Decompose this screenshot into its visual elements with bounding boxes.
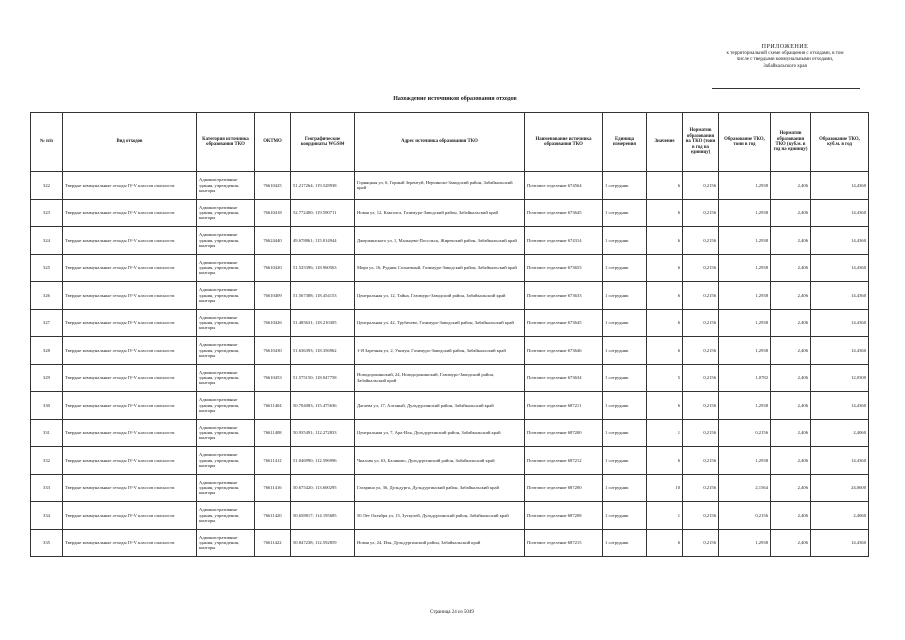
waste-m3: 14,4360: [811, 282, 869, 310]
waste-m3: 2,4060: [811, 419, 869, 447]
table-row: [31, 392, 869, 420]
table-row: [31, 172, 869, 200]
row-number: 324: [31, 227, 63, 255]
norm-m3: 2,406: [771, 447, 811, 475]
source-category: Административные здания, учреждения, конторы: [197, 529, 255, 557]
row-number: 331: [31, 419, 63, 447]
unit: 1 сотрудник: [603, 282, 647, 310]
norm-tons: 0,2156: [683, 309, 719, 337]
value: 6: [647, 254, 683, 282]
waste-m3: 12,0300: [811, 364, 869, 392]
waste-tons: 1,2938: [719, 172, 771, 200]
source-category: Административные здания, учреждения, конторы: [197, 364, 255, 392]
column-header: ОКТМО: [255, 113, 291, 172]
column-header: № п/п: [31, 113, 63, 172]
coordinates: 52.772400; 119.590711: [291, 199, 355, 227]
norm-tons: 0,2156: [683, 172, 719, 200]
unit: 1 сотрудник: [603, 502, 647, 530]
value: 6: [647, 529, 683, 557]
row-number: 335: [31, 529, 63, 557]
waste-m3: 2,4060: [811, 502, 869, 530]
norm-tons: 0,2156: [683, 364, 719, 392]
norm-tons: 0,2156: [683, 419, 719, 447]
source-category: Административные здания, учреждения, конторы: [197, 337, 255, 365]
value: 6: [647, 392, 683, 420]
appendix-header: [700, 44, 870, 70]
coordinates: 51.575150; 118.047758: [291, 364, 355, 392]
table-row: [31, 309, 869, 337]
source-address: Центральная ул, 12, Тайна, Газимуро-Заводский район, Забайкальский край: [355, 282, 525, 310]
source-category: Административные здания, учреждения, конторы: [197, 309, 255, 337]
coordinates: 51.636393; 118.356962: [291, 337, 355, 365]
waste-tons: 0,2156: [719, 419, 771, 447]
oktmo-code: 76610418: [255, 199, 291, 227]
value: 6: [647, 227, 683, 255]
row-number: 334: [31, 502, 63, 530]
norm-m3: 2,406: [771, 309, 811, 337]
norm-tons: 0,2156: [683, 227, 719, 255]
column-header: Значение: [647, 113, 683, 172]
unit: 1 сотрудник: [603, 474, 647, 502]
source-name: Почтовое отделение 673645: [525, 199, 603, 227]
value: 6: [647, 447, 683, 475]
value: 6: [647, 337, 683, 365]
source-name: Почтовое отделение 674314: [525, 227, 603, 255]
value: 6: [647, 199, 683, 227]
source-name: Почтовое отделение 687200: [525, 419, 603, 447]
source-category: Административные здания, учреждения, конторы: [197, 227, 255, 255]
waste-m3: 14,4360: [811, 337, 869, 365]
source-address: Чкалова ул, 63, Баляково, Дульдургинский район, Забайкальский край: [355, 447, 525, 475]
table-row: [31, 419, 869, 447]
column-header: Наименование источника образования ТКО: [525, 113, 603, 172]
waste-type: Твердые коммунальные отходы IV-V классов опасности: [63, 282, 197, 310]
source-address: 1-Я Заречная ул, 2, Ушмун, Газимуро-Заводский район, Забайкальский край: [355, 337, 525, 365]
unit: 1 сотрудник: [603, 172, 647, 200]
row-number: 327: [31, 309, 63, 337]
source-name: Почтовое отделение 673633: [525, 282, 603, 310]
row-number: 322: [31, 172, 63, 200]
row-number: 325: [31, 254, 63, 282]
coordinates: 51.217264; 119.528938: [291, 172, 355, 200]
column-header: Географические координаты WGS84: [291, 113, 355, 172]
table-header-row: [31, 113, 869, 172]
waste-tons: 1,2938: [719, 309, 771, 337]
value: 10: [647, 474, 683, 502]
norm-m3: 2,406: [771, 199, 811, 227]
waste-type: Твердые коммунальные отходы IV-V классов опасности: [63, 199, 197, 227]
source-category: Административные здания, учреждения, конторы: [197, 474, 255, 502]
waste-tons: 0,2156: [719, 502, 771, 530]
waste-type: Твердые коммунальные отходы IV-V классов опасности: [63, 309, 197, 337]
coordinates: 50.847238; 112.592859: [291, 529, 355, 557]
row-number: 329: [31, 364, 63, 392]
unit: 1 сотрудник: [603, 227, 647, 255]
unit: 1 сотрудник: [603, 364, 647, 392]
norm-tons: 0,2156: [683, 337, 719, 365]
source-name: Почтовое отделение 673655: [525, 254, 603, 282]
waste-m3: 14,4360: [811, 227, 869, 255]
norm-tons: 0,2156: [683, 254, 719, 282]
waste-tons: 1,2938: [719, 529, 771, 557]
column-header: Единица измерения: [603, 113, 647, 172]
unit: 1 сотрудник: [603, 447, 647, 475]
waste-m3: 14,4360: [811, 254, 869, 282]
source-address: Центральная ул, 7, Ара-Иля, Дульдургинский район, Забайкальский край: [355, 419, 525, 447]
oktmo-code: 76624440: [255, 227, 291, 255]
unit: 1 сотрудник: [603, 529, 647, 557]
document-title: Нахождение источников образования отходов: [393, 96, 517, 102]
unit: 1 сотрудник: [603, 392, 647, 420]
appendix-line-3: Забайкальского края: [763, 63, 807, 69]
source-name: Почтовое отделение 687212: [525, 447, 603, 475]
coordinates: 51.525396; 118.960563: [291, 254, 355, 282]
column-header: Категория источника образования ТКО: [197, 113, 255, 172]
norm-m3: 2,406: [771, 172, 811, 200]
waste-tons: 2,1564: [719, 474, 771, 502]
waste-type: Твердые коммунальные отходы IV-V классов опасности: [63, 337, 197, 365]
table-row: [31, 502, 869, 530]
row-number: 328: [31, 337, 63, 365]
waste-type: Твердые коммунальные отходы IV-V классов опасности: [63, 364, 197, 392]
value: 1: [647, 419, 683, 447]
coordinates: 50.704083; 115.475636: [291, 392, 355, 420]
oktmo-code: 76611404: [255, 392, 291, 420]
source-name: Почтовое отделение 673634: [525, 364, 603, 392]
oktmo-code: 76610409: [255, 282, 291, 310]
value: 6: [647, 309, 683, 337]
norm-tons: 0,2156: [683, 392, 719, 420]
norm-m3: 2,406: [771, 227, 811, 255]
waste-type: Твердые коммунальные отходы IV-V классов опасности: [63, 502, 197, 530]
waste-type: Твердые коммунальные отходы IV-V классов опасности: [63, 392, 197, 420]
source-address: Центральная ул, 42, Трубачево, Газимуро-Заводский район, Забайкальский край: [355, 309, 525, 337]
waste-type: Твердые коммунальные отходы IV-V классов опасности: [63, 227, 197, 255]
oktmo-code: 76611408: [255, 419, 291, 447]
table-row: [31, 364, 869, 392]
waste-m3: 14,4360: [811, 199, 869, 227]
row-number: 332: [31, 447, 63, 475]
waste-m3: 14,4360: [811, 447, 869, 475]
oktmo-code: 76611420: [255, 502, 291, 530]
value: 5: [647, 364, 683, 392]
source-category: Административные здания, учреждения, конторы: [197, 172, 255, 200]
source-name: Почтовое отделение 687200: [525, 474, 603, 502]
column-header: Образование ТКО, тонн в год: [719, 113, 771, 172]
row-number: 326: [31, 282, 63, 310]
appendix-title: ПРИЛОЖЕНИЕ: [761, 44, 809, 50]
column-header: Адрес источника образования ТКО: [355, 113, 525, 172]
waste-tons: 1,2938: [719, 447, 771, 475]
norm-m3: 2,406: [771, 337, 811, 365]
row-number: 330: [31, 392, 63, 420]
table-row: [31, 474, 869, 502]
source-category: Административные здания, учреждения, конторы: [197, 254, 255, 282]
norm-m3: 2,406: [771, 502, 811, 530]
source-address: Гагарина ул, 36, Дульдурга, Дульдургинский район, Забайкальский край: [355, 474, 525, 502]
source-category: Административные здания, учреждения, конторы: [197, 419, 255, 447]
waste-tons: 1,0782: [719, 364, 771, 392]
oktmo-code: 76610420: [255, 254, 291, 282]
norm-tons: 0,2156: [683, 282, 719, 310]
waste-type: Твердые коммунальные отходы IV-V классов опасности: [63, 474, 197, 502]
header-divider: [712, 88, 860, 89]
unit: 1 сотрудник: [603, 309, 647, 337]
appendix-line-2: числе с твердыми коммунальными отходами,: [736, 57, 834, 62]
source-address: Новая ул, 24, Иля, Дульдургинский район, Забайкальский край: [355, 529, 525, 557]
source-address: Новая ул, 12, Кактолга, Газимуро-Заводский район, Забайкальский край: [355, 199, 525, 227]
norm-m3: 2,406: [771, 364, 811, 392]
norm-tons: 0,2156: [683, 474, 719, 502]
oktmo-code: 76610426: [255, 309, 291, 337]
coordinates: 49.678861; 115.014944: [291, 227, 355, 255]
waste-m3: 24,0600: [811, 474, 869, 502]
oktmo-code: 76610430: [255, 337, 291, 365]
source-address: Дагаева ул, 17, Алтаный, Дульдургинский район, Забайкальский край: [355, 392, 525, 420]
norm-m3: 2,406: [771, 392, 811, 420]
source-category: Административные здания, учреждения, конторы: [197, 502, 255, 530]
waste-m3: 14,4360: [811, 392, 869, 420]
table-row: [31, 254, 869, 282]
column-header: Вид отходов: [63, 113, 197, 172]
source-address: Горняцкая ул, 6, Горный Зерентуй, Нерчинско-Заводский район, Забайкальский край: [355, 172, 525, 200]
page-number: Страница 24 из 5049: [430, 610, 474, 615]
norm-m3: 2,406: [771, 254, 811, 282]
source-name: Почтовое отделение 674564: [525, 172, 603, 200]
waste-tons: 1,2938: [719, 199, 771, 227]
waste-sources-table: [30, 112, 869, 557]
coordinates: 51.485631; 118.210305: [291, 309, 355, 337]
source-address: 50 Лет Октября ул, 15, Зуткулей, Дульдургинский район, Забайкальский край: [355, 502, 525, 530]
waste-type: Твердые коммунальные отходы IV-V классов опасности: [63, 254, 197, 282]
source-address: Мира ул, 16, Рудник Солнечный, Газимуро-Заводский район, Забайкальский край: [355, 254, 525, 282]
source-name: Почтовое отделение 687211: [525, 392, 603, 420]
unit: 1 сотрудник: [603, 337, 647, 365]
norm-tons: 0,2156: [683, 502, 719, 530]
table-row: [31, 337, 869, 365]
source-name: Почтовое отделение 687215: [525, 529, 603, 557]
source-category: Административные здания, учреждения, конторы: [197, 447, 255, 475]
source-category: Административные здания, учреждения, конторы: [197, 199, 255, 227]
waste-tons: 1,2938: [719, 254, 771, 282]
oktmo-code: 76611412: [255, 447, 291, 475]
norm-tons: 0,2156: [683, 529, 719, 557]
column-header: Образование ТКО, куб.м. в год: [811, 113, 869, 172]
waste-type: Твердые коммунальные отходы IV-V классов опасности: [63, 447, 197, 475]
source-category: Административные здания, учреждения, конторы: [197, 282, 255, 310]
source-name: Почтовое отделение 673646: [525, 337, 603, 365]
norm-m3: 2,406: [771, 474, 811, 502]
oktmo-code: 76611416: [255, 474, 291, 502]
coordinates: 50.675420; 113.600295: [291, 474, 355, 502]
source-address: Джержинского ул, 1, Мальцево-Посольск, Жирекский район, Забайкальский край: [355, 227, 525, 255]
norm-tons: 0,2156: [683, 447, 719, 475]
norm-m3: 2,406: [771, 282, 811, 310]
appendix-line-1: к территориальной схеме обращения с отходами, в том: [726, 50, 844, 56]
table-row: [31, 529, 869, 557]
waste-m3: 14,4360: [811, 529, 869, 557]
source-category: Административные здания, учреждения, конторы: [197, 392, 255, 420]
table-row: [31, 199, 869, 227]
waste-tons: 1,2938: [719, 392, 771, 420]
waste-tons: 1,2938: [719, 337, 771, 365]
source-name: Почтовое отделение 673645: [525, 309, 603, 337]
unit: 1 сотрудник: [603, 419, 647, 447]
waste-m3: 14,4360: [811, 172, 869, 200]
value: 6: [647, 172, 683, 200]
value: 6: [647, 282, 683, 310]
norm-m3: 2,406: [771, 529, 811, 557]
oktmo-code: 76610453: [255, 364, 291, 392]
waste-tons: 1,2938: [719, 227, 771, 255]
value: 1: [647, 502, 683, 530]
row-number: 323: [31, 199, 63, 227]
norm-tons: 0,2156: [683, 199, 719, 227]
waste-type: Твердые коммунальные отходы IV-V классов опасности: [63, 172, 197, 200]
source-name: Почтовое отделение 687208: [525, 502, 603, 530]
coordinates: 51.046990; 112.596996: [291, 447, 355, 475]
oktmo-code: 76610425: [255, 172, 291, 200]
unit: 1 сотрудник: [603, 199, 647, 227]
table-row: [31, 447, 869, 475]
table-row: [31, 282, 869, 310]
column-header: Норматив образования ТКО (куб.м. в год на единицу): [771, 113, 811, 172]
source-address: Новодоронинский, 24, Новодоронинский, Газимуро-Заводский район, Забайкальский край: [355, 364, 525, 392]
table-row: [31, 227, 869, 255]
coordinates: 51.567388; 118.454153: [291, 282, 355, 310]
column-header: Норматив образования на ТКО (тонн в год на единицу): [683, 113, 719, 172]
waste-type: Твердые коммунальные отходы IV-V классов опасности: [63, 419, 197, 447]
waste-m3: 14,4360: [811, 309, 869, 337]
row-number: 333: [31, 474, 63, 502]
coordinates: 50.935491; 112.272833: [291, 419, 355, 447]
coordinates: 50.658817; 114.195685: [291, 502, 355, 530]
norm-m3: 2,406: [771, 419, 811, 447]
waste-type: Твердые коммунальные отходы IV-V классов опасности: [63, 529, 197, 557]
unit: 1 сотрудник: [603, 254, 647, 282]
waste-tons: 1,2938: [719, 282, 771, 310]
oktmo-code: 76611422: [255, 529, 291, 557]
